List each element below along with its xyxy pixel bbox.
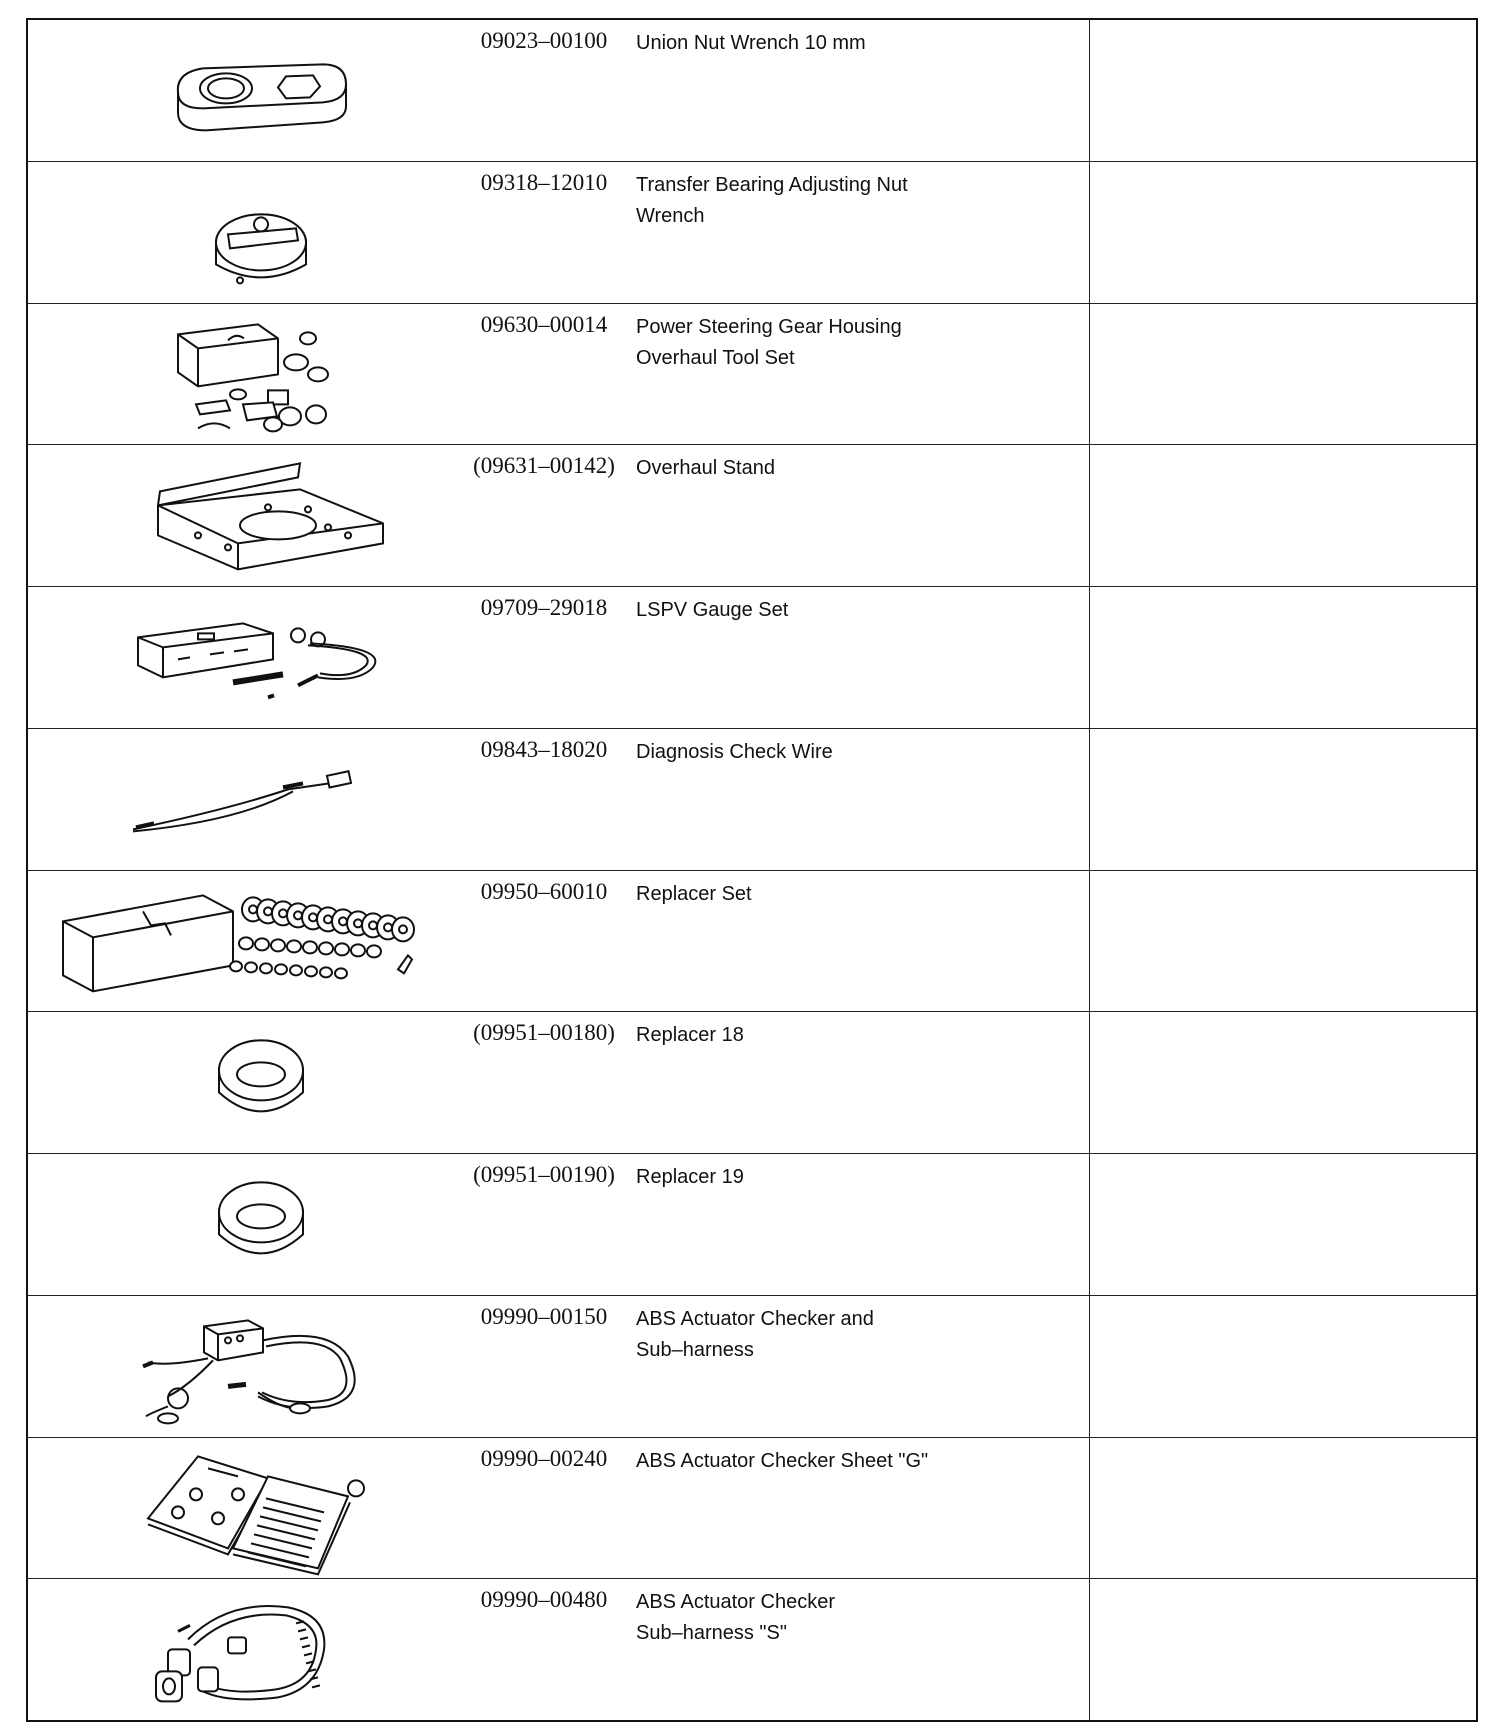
tool-name xyxy=(636,737,966,768)
checker-sheet-icon xyxy=(28,1438,448,1579)
table-row xyxy=(28,1296,1476,1438)
tool-name-line: Overhaul Tool Set xyxy=(636,346,795,369)
tool-cell xyxy=(28,1579,1090,1720)
tool-cell xyxy=(28,871,1090,1012)
tool-name-line: Wrench xyxy=(636,204,705,227)
tool-name xyxy=(636,1020,966,1051)
tool-cell xyxy=(28,1012,1090,1153)
part-number: 09990–00480 xyxy=(480,1587,608,1613)
tool-name xyxy=(636,453,966,484)
note-cell xyxy=(1090,1296,1476,1437)
note-cell xyxy=(1090,1438,1476,1579)
tool-set-icon xyxy=(28,304,448,445)
part-number: 09709–29018 xyxy=(480,595,608,620)
tool-name-line: ABS Actuator Checker Sheet "G" xyxy=(636,1449,929,1472)
note-cell xyxy=(1090,871,1476,1012)
replacer-ring-icon xyxy=(28,1154,448,1295)
table-row xyxy=(28,20,1476,162)
tool-cell xyxy=(28,162,1090,303)
part-number: 09630–00014 xyxy=(480,311,608,337)
tool-name xyxy=(636,1446,966,1477)
tool-name-line: Overhaul Stand xyxy=(636,457,775,480)
tool-cell xyxy=(28,20,1090,161)
table-row xyxy=(28,1012,1476,1154)
gauge-set-icon xyxy=(28,587,448,728)
special-service-tools-table xyxy=(26,18,1478,1722)
note-cell xyxy=(1090,20,1476,161)
tool-name-line: Sub–harness xyxy=(636,1338,754,1361)
tool-cell xyxy=(28,587,1090,728)
tool-cell xyxy=(28,1438,1090,1579)
tool-name xyxy=(636,1587,966,1649)
table-row xyxy=(28,729,1476,871)
tool-name-line: Replacer Set xyxy=(636,882,752,905)
union-nut-wrench-icon xyxy=(28,20,448,161)
part-number: 09318–12010 xyxy=(480,169,608,195)
replacer-set-icon xyxy=(28,871,448,1012)
tool-name-line: Replacer 19 xyxy=(636,1166,744,1188)
part-number: 09990–00150 xyxy=(480,1303,608,1329)
tool-cell xyxy=(28,1154,1090,1295)
tool-name-line: ABS Actuator Checker and xyxy=(636,1307,874,1330)
tool-name xyxy=(636,879,966,910)
note-cell xyxy=(1090,729,1476,870)
tool-name-line: ABS Actuator Checker xyxy=(636,1591,835,1614)
table-row xyxy=(28,162,1476,304)
tool-cell xyxy=(28,729,1090,870)
tool-name-line: Power Steering Gear Housing xyxy=(636,315,902,338)
sub-harness-icon xyxy=(28,1579,448,1720)
tool-name-line: LSPV Gauge Set xyxy=(636,599,789,621)
note-cell xyxy=(1090,304,1476,445)
tool-name-line: Sub–harness "S" xyxy=(636,1622,787,1645)
tool-name xyxy=(636,170,966,232)
note-cell xyxy=(1090,162,1476,303)
table-row xyxy=(28,304,1476,446)
actuator-checker-icon xyxy=(28,1296,448,1437)
tool-name xyxy=(636,1304,966,1366)
table-row xyxy=(28,1579,1476,1720)
tool-name xyxy=(636,595,966,626)
table-row xyxy=(28,1438,1476,1580)
part-number: 09990–00240 xyxy=(480,1445,608,1471)
tool-name-line: Replacer 18 xyxy=(636,1024,744,1047)
tool-name xyxy=(636,1162,966,1193)
part-number: (09951–00190) xyxy=(473,1162,615,1187)
note-cell xyxy=(1090,1154,1476,1295)
tool-name-line: Transfer Bearing Adjusting Nut xyxy=(636,173,908,196)
part-number: 09950–60010 xyxy=(480,878,608,904)
note-cell xyxy=(1090,1579,1476,1720)
part-number: (09951–00180) xyxy=(473,1020,615,1046)
replacer-ring-icon xyxy=(28,1012,448,1153)
tool-cell xyxy=(28,1296,1090,1437)
tool-cell xyxy=(28,445,1090,586)
tool-cell xyxy=(28,304,1090,445)
table-row xyxy=(28,587,1476,729)
part-number: 09843–18020 xyxy=(480,736,608,762)
table-row xyxy=(28,871,1476,1013)
tool-name-line: Union Nut Wrench 10 mm xyxy=(636,32,866,54)
tool-name-line: Diagnosis Check Wire xyxy=(636,740,833,763)
table-row xyxy=(28,445,1476,587)
part-number: (09631–00142) xyxy=(473,453,615,479)
table-row xyxy=(28,1154,1476,1296)
tool-name xyxy=(636,28,966,59)
part-number: 09023–00100 xyxy=(480,28,608,53)
note-cell xyxy=(1090,445,1476,586)
adjusting-nut-wrench-icon xyxy=(28,162,448,303)
check-wire-icon xyxy=(28,729,448,870)
note-cell xyxy=(1090,1012,1476,1153)
overhaul-stand-icon xyxy=(28,445,448,586)
tool-name xyxy=(636,312,966,374)
note-cell xyxy=(1090,587,1476,728)
